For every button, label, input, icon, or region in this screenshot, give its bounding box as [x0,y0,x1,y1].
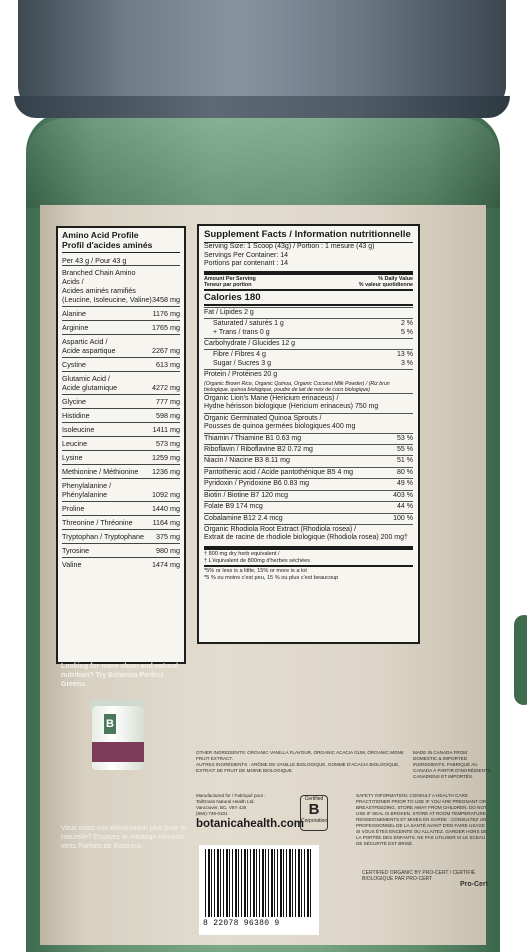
bcorp-b: B [308,801,320,818]
nutrient-name: Organic Lion's Mane (Hericium erinaceus) / Hydne hérisson biologique (Hericium erinaceus) 750 mg [204,395,379,411]
amino-value: 375 mg [156,532,180,541]
nutrient-row [204,369,413,380]
barcode [199,845,319,935]
amino-row [62,265,180,306]
amino-name: Arginine [62,323,89,332]
barcode-bars [205,849,313,917]
mfg-line2: TallGrass Natural Health Ltd. [196,799,255,804]
nutrient-name: Carbohydrate / Glucides 12 g [204,340,296,347]
amino-value: 1236 mg [152,467,180,476]
nutrient-name: Pantothenic acid / Acide pantothénique B5 4 mg [204,468,354,476]
amino-row [62,557,180,571]
safety-information: SAFETY INFORMATION: CONSULT A HEALTH CARE PRACTITIONER PRIOR TO USE IF YOU ARE PREGNANT OR BREASTFEEDING. STORE AWAY FROM CHILDREN. DO NOT USE IF SEAL IS BROKEN. STORE AT ROOM TEMPERATURE. RENSEIGNEMENTS ET MISES EN GARDE : CONSULTEZ UN PROFESSIONNEL DE LA SANTÉ AVANT D'EN FAIRE USAGE SI VOUS ÊTES ENCEINTE OU ALLAITEZ. GARDER HORS DE LA PORTÉE DES ENFANTS. NE PAS UTILISER SI LE SCEAU DE SÉCURITÉ EST BRISÉ. [356,793,488,846]
nutrient-name: Organic Rhodiola Root Extract (Rhodiola rosea) / Extrait de racine de rhodiole biologique (Rhodiola rosea) 200 mg† [204,525,408,542]
nutrient-row [204,307,413,318]
mfg-line1: Manufactured for / Fabriqué pour : [196,793,266,798]
nutrient-dv: 13 % 3 % [397,351,413,367]
mfg-line3: Vancouver, BC, V5Y 4J6 [196,805,247,810]
nutrient-row [204,524,413,544]
amino-row [62,543,180,557]
bcorp-certified: Certified [304,796,324,802]
jar-side-edge [514,615,527,705]
promo-text-en: Looking for more clean and natural nutrition? Try Botanica Perfect Greens. [61,663,179,688]
nutrient-dv: 403 % [393,491,413,499]
nutrient-dv: 44 % [397,503,413,511]
nutrient-row [204,467,413,478]
amino-rows [62,265,180,571]
nutrient-name: Fat / Lipides 2 g [204,308,254,316]
bcorp-corporation: Corporation [301,818,328,824]
nutrient-row [204,501,413,512]
amino-name: Proline [62,504,85,513]
footnote-en: *5% or less is a little, 15% or more is a lot [204,568,307,575]
amino-row [62,529,180,543]
amino-row [62,422,180,436]
amino-row [62,478,180,501]
calories: Calories 180 [204,291,261,303]
origin-statement: MADE IN CANADA FROM DOMESTIC & IMPORTED INGREDIENTS. FABRIQUÉ AU CANADA À PARTIR D'INGRÉDIENTS CANADIENS ET IMPORTÉS. [413,750,491,779]
nutrient-name: Thiamin / Thiamine B1 0.63 mg [204,434,302,442]
amino-row [62,515,180,529]
amino-value: 1176 mg [152,309,180,318]
amino-name: Histidine [62,411,90,420]
amino-name: Phenylalanine / Phénylalanine [62,481,112,499]
amino-value: 1092 mg [152,490,180,499]
amino-name: Cystine [62,360,86,369]
amino-name: Valine [62,560,82,569]
amino-name: Alanine [62,309,86,318]
serving-size: Serving Size: 1 Scoop (43g) / Portion : 1 mesure (43 g) [204,243,375,250]
amino-value: 1164 mg [152,518,180,527]
organic-certification [362,870,488,888]
amino-value: 613 mg [156,360,180,369]
nutrient-row [204,478,413,489]
amino-row [62,394,180,408]
nutrient-name: Organic Germinated Quinoa Sprouts / Pousses de quinoa germées biologiques 400 mg [204,414,356,431]
jar-lid-rim [14,96,510,118]
amino-row [62,306,180,320]
portions-per-container: Portions par contenant : 14 [204,260,289,268]
amino-value: 1259 mg [152,453,180,462]
nutrient-row [204,413,413,433]
servings-per-container: Servings Per Container: 14 [204,251,289,259]
ingredients-fr: AUTRES INGRÉDIENTS : ARÔME DE VANILLE BIOLOGIQUE, GOMME D'ACACIA BIOLOGIQUE, EXTRAIT DE FRUIT DE MOINE BIOLOGIQUE. [196,762,400,773]
amino-row [62,371,180,394]
nutrient-name: Pyridoxin / Pyridoxine B6 0.83 mg [204,480,310,488]
nutrient-name: Saturated / saturés 1 g + Trans / trans 0 g [213,320,284,336]
promo-text-fr: Vous visez une alimentation plus pure et naturelle? Essayez le mélange Aliments verts Parfaits de Botanica. [61,825,187,850]
ingredients-en: OTHER INGREDIENTS: ORGANIC VANILLA FLAVOUR, ORGANIC ACACIA GUM, ORGANIC MONK FRUIT EXTRACT. [196,750,404,761]
supplement-title: Supplement Facts / Information nutritionnelle [204,229,413,243]
amino-name: Threonine / Thréonine [62,518,133,527]
nutrient-row [204,393,413,413]
amino-per-serving: Per 43 g / Pour 43 g [62,252,180,265]
nutrient-name: Fibre / Fibres 4 g Sugar / Sucres 3 g [213,351,271,367]
nutrient-row [204,490,413,501]
footnote-fr: *5 % ou moins c'est peu, 15 % ou plus c'est beaucoup [204,575,339,582]
amino-row [62,436,180,450]
amino-row [62,408,180,422]
amino-name: Tyrosine [62,546,90,555]
divider [204,289,413,291]
amino-row [62,450,180,464]
greens-tub-band [92,742,144,762]
amino-name: Glycine [62,397,86,406]
nutrient-name: Riboflavin / Riboflavine B2 0.72 mg [204,446,313,454]
divider-thick [204,546,413,550]
amino-value: 777 mg [156,397,180,406]
divider [204,565,413,567]
amino-row [62,501,180,515]
nutrient-row [204,444,413,455]
b-corp-logo [300,795,328,831]
amino-row [62,464,180,478]
nutrient-row [204,455,413,466]
barcode-number: 8 22078 96380 9 [203,919,280,928]
website: botanicahealth.com [196,818,304,830]
nutrient-dv: 51 % [397,457,413,465]
nutrient-row [204,338,413,349]
nutrient-name: Protein / Protéines 20 g [204,371,278,379]
nutrient-name: Folate B9 174 mcg [204,503,263,511]
nutrient-row [204,318,413,338]
process-note: CERTIFIED ORGANIC BY PRO-CERT / CERTIFIÉ BIOLOGIQUE PAR PRO-CERT [362,870,476,882]
nutrient-name: Cobalamine B12 2.4 mcg [204,514,283,522]
amino-value: 1411 mg [152,425,180,434]
column-headers [204,276,413,288]
manufacturer-info [196,793,291,817]
amino-title-en: Amino Acid Profile [62,230,139,240]
amino-title-fr: Profil d'acides aminés [62,240,153,250]
nutrient-dv: 100 % [393,514,413,522]
amino-row [62,320,180,334]
supplement-rows [204,307,413,544]
nutrient-dv: 2 % 5 % [400,320,413,336]
amino-row [62,357,180,371]
nutrient-dv: 55 % [397,446,413,454]
divider-thick [204,271,413,275]
amino-name: Isoleucine [62,425,95,434]
amino-name: Leucine [62,439,88,448]
nutrient-dv: 80 % [397,468,413,476]
amino-name: Methionine / Méthionine [62,467,139,476]
certifier-logo: Pro-Cert [459,881,488,888]
amino-name: Aspartic Acid / Acide aspartique [62,337,116,355]
other-ingredients [196,750,410,774]
amino-name: Lysine [62,453,83,462]
amino-value: 3458 mg [152,295,180,304]
dagger-note-fr: † L'équivalent de 800mg d'herbes séchées [204,557,311,564]
amino-value: 4272 mg [152,383,180,392]
nutrient-row [204,513,413,524]
jar-shoulder [26,118,500,208]
amino-name: Tryptophan / Tryptophane [62,532,145,541]
amino-name: Glutamic Acid / Acide glutamique [62,374,118,392]
amount-header: Amount Per Serving Teneur par portion [204,275,256,288]
nutrient-row [204,349,413,369]
mfg-line4: (866)-739-0101 [196,811,228,816]
supplement-facts-panel [197,224,420,644]
dagger-note-en: † 800 mg dry herb equivalent / [204,550,280,557]
divider [204,304,413,306]
amino-value: 598 mg [156,411,180,420]
protein-sources: (Organic Brown Rice, Organic Quinoa, Organic Coconut Milk Powder) / (Riz brun biologique, quinoa biologique, poudre de lait de noix de coco biologique) [204,380,390,393]
botanica-logo-mark: B [104,714,116,734]
amino-value: 2267 mg [152,346,180,355]
amino-value: 1765 mg [152,323,180,332]
amino-value: 1474 mg [152,560,180,569]
dv-header: % Daily Value % valeur quotidienne [358,275,413,288]
amino-value: 573 mg [156,439,180,448]
nutrient-dv: 49 % [397,480,413,488]
nutrient-row [204,433,413,444]
nutrient-name: Niacin / Niacine B3 8.11 mg [204,457,290,465]
amino-value: 980 mg [156,546,180,555]
nutrient-name: Biotin / Biotine B7 120 mcg [204,491,289,499]
amino-value: 1440 mg [152,504,180,513]
amino-acid-profile-panel [56,226,186,664]
amino-name: Branched Chain Amino Acids / Acides aminés ramifiés (Leucine, Isoleucine, Valine) [62,268,152,304]
amino-row [62,334,180,357]
nutrient-dv: 53 % [397,434,413,442]
